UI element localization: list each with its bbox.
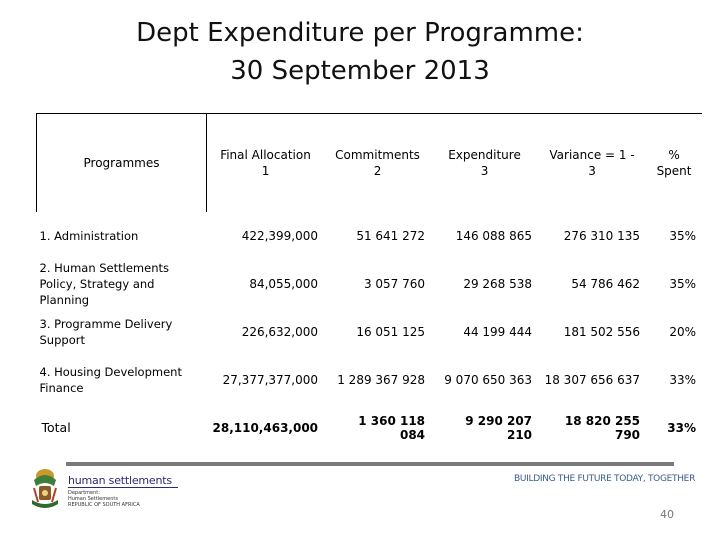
cell-pct-spent: 20% — [669, 325, 697, 339]
coat-of-arms-icon — [28, 466, 62, 512]
header-expenditure-index: 3 — [480, 164, 489, 178]
cell-expenditure: 44 199 444 — [463, 325, 533, 339]
total-expenditure: 9 290 207 210 — [465, 414, 533, 442]
footer-tagline: BUILDING THE FUTURE TODAY, TOGETHER — [514, 474, 696, 484]
row-label — [37, 308, 207, 356]
header-programmes-label: Programmes — [83, 156, 160, 170]
cell-variance: 276 310 135 — [563, 229, 641, 243]
department-line3: REPUBLIC OF SOUTH AFRICA — [68, 502, 140, 508]
cell-pct-spent: 35% — [669, 229, 697, 243]
header-variance — [538, 114, 646, 213]
slide-title — [0, 14, 720, 90]
slide-title-line1: Dept Expenditure per Programme: — [136, 18, 584, 48]
row-label-line2: Finance — [39, 381, 84, 395]
cell-final-allocation: 84,055,000 — [249, 277, 319, 291]
header-variance-label: Variance = 1 - 3 — [549, 148, 635, 178]
total-variance: 18 820 255 790 — [564, 414, 641, 442]
department-line2: Human Settlements — [68, 496, 118, 502]
table-row — [37, 260, 703, 308]
header-final-allocation-label: Final Allocation — [220, 148, 311, 162]
brand-underline — [68, 487, 178, 488]
cell-variance: 18 307 656 637 — [544, 373, 641, 387]
cell-variance: 181 502 556 — [563, 325, 641, 339]
header-expenditure-label: Expenditure — [448, 148, 521, 162]
cell-expenditure: 29 268 538 — [463, 277, 533, 291]
header-expenditure — [431, 114, 538, 213]
header-commitments-index: 2 — [373, 164, 382, 178]
department-text — [68, 490, 178, 508]
row-label-line2: Support — [39, 333, 85, 347]
header-programmes — [37, 114, 207, 213]
department-line1: Department: — [68, 490, 100, 496]
cell-final-allocation: 27,377,377,000 — [222, 373, 319, 387]
cell-final-allocation: 422,399,000 — [241, 229, 319, 243]
expenditure-table — [36, 113, 702, 452]
table-row — [37, 356, 703, 404]
cell-commitments: 51 641 272 — [356, 229, 426, 243]
cell-final-allocation: 226,632,000 — [241, 325, 319, 339]
brand-wordmark: human settlements — [68, 474, 172, 487]
total-commitments: 1 360 118 084 — [358, 414, 426, 442]
page-number: 40 — [660, 508, 674, 521]
cell-commitments: 3 057 760 — [363, 277, 426, 291]
header-pct-spent — [646, 114, 702, 213]
total-row — [37, 404, 703, 452]
total-pct-spent: 33% — [667, 421, 697, 435]
department-logo — [28, 466, 178, 516]
row-label — [37, 260, 207, 308]
row-label — [37, 212, 207, 260]
row-label-line1: 1. Administration — [39, 229, 139, 243]
row-label-line1: 3. Programme Delivery — [39, 317, 173, 331]
cell-commitments: 16 051 125 — [356, 325, 426, 339]
table-row — [37, 308, 703, 356]
row-label-line1: 2. Human Settlements — [39, 261, 169, 275]
cell-commitments: 1 289 367 928 — [337, 373, 426, 387]
header-final-allocation — [207, 114, 325, 213]
header-pct-spent-label: Spent — [656, 164, 692, 178]
header-commitments-label: Commitments — [335, 148, 420, 162]
total-label: Total — [41, 420, 71, 435]
slide-title-line2: 30 September 2013 — [230, 56, 490, 86]
cell-pct-spent: 35% — [669, 277, 697, 291]
row-label — [37, 356, 207, 404]
table-header-row — [37, 114, 703, 213]
row-label-line2: Policy, Strategy and Planning — [39, 277, 155, 307]
cell-pct-spent: 33% — [669, 373, 697, 387]
header-commitments — [324, 114, 431, 213]
cell-expenditure: 146 088 865 — [455, 229, 533, 243]
cell-variance: 54 786 462 — [571, 277, 641, 291]
header-pct-symbol: % — [668, 148, 680, 162]
table-row — [37, 212, 703, 260]
header-final-allocation-index: 1 — [261, 164, 270, 178]
total-final-allocation: 28,110,463,000 — [212, 421, 319, 435]
cell-expenditure: 9 070 650 363 — [444, 373, 533, 387]
row-label-line1: 4. Housing Development — [39, 365, 182, 379]
